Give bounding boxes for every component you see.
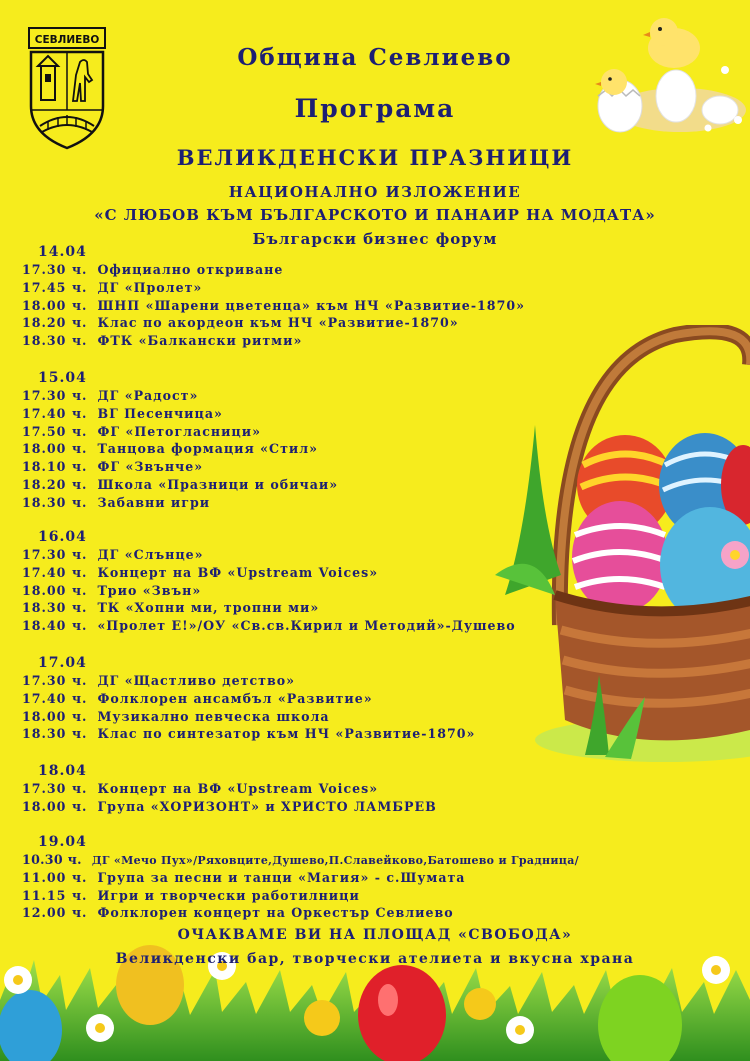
schedule-time: 18.30 ч. xyxy=(22,333,88,349)
schedule-date: 16.04 xyxy=(38,529,87,545)
schedule-item xyxy=(22,599,516,617)
schedule-day xyxy=(22,654,475,743)
schedule-time: 18.40 ч. xyxy=(22,618,88,634)
schedule-text: ТК «Хопни ми, тропни ми» xyxy=(97,600,320,616)
schedule-time: 17.30 ч. xyxy=(22,673,88,688)
schedule-text: Школа «Празници и обичаи» xyxy=(97,476,339,492)
schedule-text: Клас по синтезатор към НЧ «Развитие-1870» xyxy=(97,726,476,742)
schedule-day xyxy=(22,243,525,350)
schedule-item xyxy=(22,314,525,332)
schedule-item xyxy=(22,423,338,441)
schedule-item xyxy=(22,458,338,476)
schedule-text: ФГ «Звънче» xyxy=(97,459,204,475)
schedule-item xyxy=(22,387,338,405)
schedule-day xyxy=(22,833,579,922)
svg-text:СЕВЛИЕВО: СЕВЛИЕВО xyxy=(34,34,100,46)
schedule-time: 17.30 ч. xyxy=(22,547,88,562)
schedule-item xyxy=(22,564,516,582)
schedule-item xyxy=(22,440,338,458)
event-title: ВЕЛИКДЕНСКИ ПРАЗНИЦИ xyxy=(176,145,574,170)
extras-line: Великденски бар, творчески ателиета и вкусна храна xyxy=(115,951,635,967)
schedule-text: Забавни игри xyxy=(97,494,211,510)
schedule-time: 17.30 ч. xyxy=(22,781,88,796)
schedule-item xyxy=(22,725,475,743)
schedule-item xyxy=(22,261,525,279)
schedule-text: Фолклорен концерт на Оркестър Севлиево xyxy=(97,905,454,921)
business-forum: Български бизнес форум xyxy=(252,230,498,248)
schedule-item xyxy=(22,617,516,635)
grass-and-eggs-image xyxy=(0,930,750,1061)
schedule-item xyxy=(22,297,525,315)
schedule-date: 14.04 xyxy=(38,244,87,260)
schedule-text: Официално откриване xyxy=(97,262,284,277)
schedule-text: Фолклорен ансамбъл «Развитие» xyxy=(97,690,373,706)
schedule-time: 10.30 ч. xyxy=(22,852,82,867)
schedule-text: Група «ХОРИЗОНТ» и ХРИСТО ЛАМБРЕВ xyxy=(97,798,437,814)
schedule-time: 17.40 ч. xyxy=(22,405,88,421)
schedule-item xyxy=(22,476,338,494)
schedule-time: 18.00 ч. xyxy=(22,798,88,814)
schedule-text: ДГ «Пролет» xyxy=(97,279,203,295)
schedule-text: Игри и творчески работилници xyxy=(97,887,360,903)
schedule-text: ДГ «Мечо Пух»/Ряховците,Душево,П.Славейково,Батошево и Градница/ xyxy=(91,854,579,867)
schedule-text: ДГ «Радост» xyxy=(97,388,199,403)
schedule-time: 18.30 ч. xyxy=(22,494,88,510)
program-heading: Програма xyxy=(294,94,456,123)
schedule-date: 18.04 xyxy=(38,763,87,779)
schedule-time: 17.30 ч. xyxy=(22,388,88,403)
schedule-text: Концерт на ВФ «Upstream Voices» xyxy=(97,564,379,580)
schedule-item xyxy=(22,851,579,869)
schedule-date: 17.04 xyxy=(38,655,87,671)
schedule-item xyxy=(22,904,579,922)
schedule-item xyxy=(22,672,475,690)
exhibition-title: НАЦИОНАЛНО ИЗЛОЖЕНИЕ xyxy=(228,183,522,201)
schedule-item xyxy=(22,887,579,905)
schedule-text: ДГ «Слънце» xyxy=(97,547,204,562)
schedule-time: 18.20 ч. xyxy=(22,315,88,331)
schedule-time: 18.00 ч. xyxy=(22,582,88,598)
schedule-text: ВГ Песенчица» xyxy=(97,405,223,421)
schedule-day xyxy=(22,369,338,512)
schedule-item xyxy=(22,869,579,887)
schedule-time: 18.00 ч. xyxy=(22,297,88,313)
schedule-text: ФТК «Балкански ритми» xyxy=(97,333,303,349)
invitation: ОЧАКВАМЕ ВИ НА ПЛОЩАД «СВОБОДА» xyxy=(177,927,573,943)
schedule-text: Клас по акордеон към НЧ «Развитие-1870» xyxy=(97,315,459,331)
schedule-time: 11.00 ч. xyxy=(22,869,88,885)
schedule-text: ДГ «Щастливо детство» xyxy=(97,673,295,688)
schedule-time: 17.40 ч. xyxy=(22,564,88,580)
schedule-item xyxy=(22,494,338,512)
schedule-text: Музикално певческа школа xyxy=(97,708,330,724)
municipality-title: Община Севлиево xyxy=(237,44,513,71)
schedule-time: 18.10 ч. xyxy=(22,459,88,475)
schedule-item xyxy=(22,546,516,564)
schedule-time: 18.00 ч. xyxy=(22,708,88,724)
schedule-text: Трио «Звън» xyxy=(97,582,202,598)
schedule-date: 15.04 xyxy=(38,370,87,386)
schedule-text: ФГ «Петогласници» xyxy=(97,423,261,439)
schedule-item xyxy=(22,798,437,816)
schedule-day xyxy=(22,762,437,816)
schedule-time: 17.50 ч. xyxy=(22,423,88,439)
schedule-item xyxy=(22,405,338,423)
schedule-time: 17.45 ч. xyxy=(22,279,88,295)
schedule-day xyxy=(22,528,516,635)
easter-basket-image xyxy=(495,325,750,770)
schedule-time: 17.40 ч. xyxy=(22,690,88,706)
schedule-item xyxy=(22,780,437,798)
schedule-time: 11.15 ч. xyxy=(22,887,88,903)
schedule-item xyxy=(22,708,475,726)
schedule-time: 18.20 ч. xyxy=(22,476,88,492)
schedule-text: Концерт на ВФ «Upstream Voices» xyxy=(97,781,379,796)
schedule-time: 18.00 ч. xyxy=(22,441,88,457)
schedule-time: 18.30 ч. xyxy=(22,600,88,616)
exhibition-name: «С ЛЮБОВ КЪМ БЪЛГАРСКОТО И ПАНАИР НА МОДАТА» xyxy=(94,206,656,224)
schedule-time: 17.30 ч. xyxy=(22,262,88,277)
schedule-item xyxy=(22,582,516,600)
schedule-text: ШНП «Шарени цветенца» към НЧ «Развитие-1870» xyxy=(97,297,525,313)
schedule-text: Група за песни и танци «Магия» - с.Шумата xyxy=(97,869,466,885)
schedule-item xyxy=(22,279,525,297)
schedule-time: 12.00 ч. xyxy=(22,905,88,921)
schedule-text: «Пролет Е!»/ОУ «Св.св.Кирил и Методий»-Душево xyxy=(97,618,516,634)
schedule-date: 19.04 xyxy=(38,834,87,850)
schedule-item xyxy=(22,332,525,350)
schedule-item xyxy=(22,690,475,708)
schedule-time: 18.30 ч. xyxy=(22,726,88,742)
schedule-text: Танцова формация «Стил» xyxy=(97,441,318,457)
